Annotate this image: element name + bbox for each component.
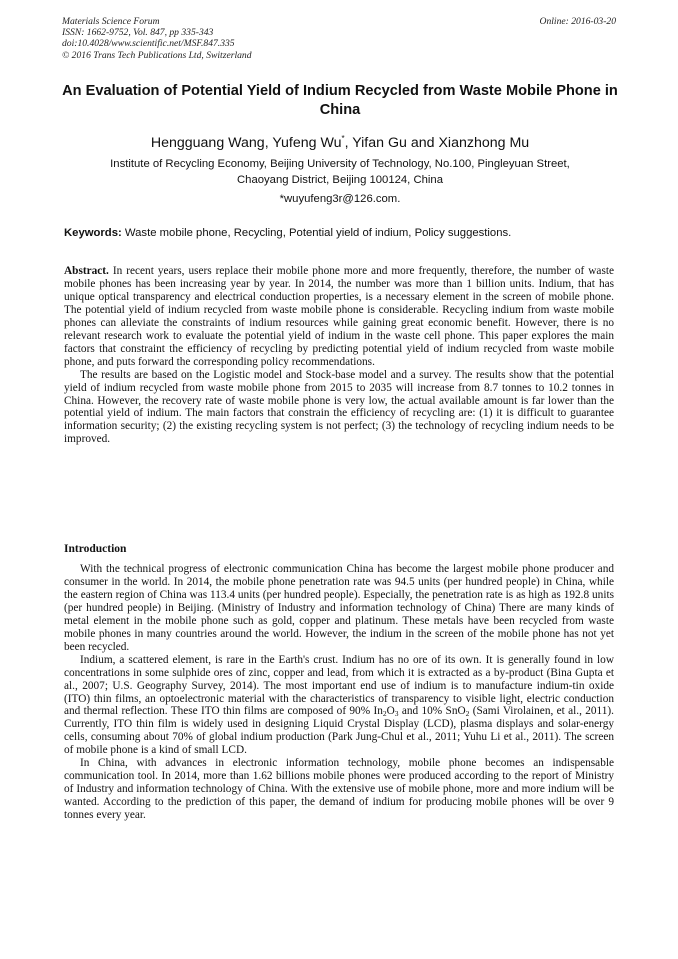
abstract-label: Abstract. — [64, 265, 109, 277]
intro-paragraph-2 — [64, 654, 614, 758]
intro-p2-text-d: (Sami Virolainen, et al., 2011). Currently, ITO thin film is widely used in designing Liquid Crystal Display (LCD), plasma displays and solar-energy cells, consuming about 70% of global indium production (Park Jung-Chul et al., 2011; Yuhu Li et al., 2011). The screen of mobile phone is a kind of small LCD. — [64, 705, 614, 757]
affiliation-line-2: Chaoyang District, Beijing 100124, China — [237, 173, 443, 186]
intro-paragraph-3: In China, with advances in electronic information technology, mobile phone becomes an indispensable communication tool. In 2014, more than 1.62 billions mobile phones were produced according to the report of Ministry of Industry and information technology of China. With the extensive use of mobile phone, more and more indium will be wanted. According to the prediction of this paper, the demand of indium for producing mobile phones will be over 9 tonnes every year. — [64, 757, 614, 822]
abstract — [64, 265, 614, 446]
indium-oxide-sub-2: 2 — [382, 709, 387, 719]
intro-p2-text-a: Indium, a scattered element, is rare in the Earth's crust. Indium has no ore of its own. It is generally found in low concentrations in some sulphide ores of zinc, copper and lead, from which it is extracted as a by-product (Bina Gupta et al., 2007; U.S. Geography Survey, 2014). The most important end use of indium is to manufacture indium-tin oxide (ITO) thin films, an optoelectronic material with the characteristics of transparency to visible light, electric conduction and thermal reflection. These ITO thin films are composed of 90% In — [64, 653, 614, 718]
affiliation — [62, 157, 618, 188]
authors-part-1: Hengguang Wang, Yufeng Wu — [150, 135, 342, 151]
journal-name: Materials Science Forum — [62, 16, 160, 27]
intro-p2-text-c: and 10% SnO — [398, 705, 466, 718]
copyright: © 2016 Trans Tech Publications Ltd, Switzerland — [62, 49, 252, 61]
intro-paragraph-1: With the technical progress of electronic communication China has become the largest mobile phone producer and consumer in the world. In 2014, the mobile phone penetration rate was 94.5 units (per hundred people) in China, while the eastern region of China was 113.4 units (per hundred people). Especially, the penetration rate is as high as 192.8 units (per hundred people) in Beijing. (Ministry of Industry and information technology of China) There are many kinds of metal element in the mobile phone such as gold, copper and platinum. These metals have been recycled from waste mobile phones in many countries around the world. However, the indium in the screen of the mobile phone has not yet been recycled. — [64, 563, 614, 653]
author-list — [62, 130, 618, 152]
intro-p2-text-b: O — [386, 705, 395, 718]
online-date: Online: 2016-03-20 — [539, 16, 616, 27]
abstract-paragraph-2: The results are based on the Logistic model and Stock-base model and a survey. The results show that the potential yield of indium recycled from waste mobile phone from 2015 to 2035 will increase from 8.7 tonnes to 10.2 tonnes in China. However, the recovery rate of waste mobile phone is very low, the actual available amount is far lower than the potential yield of indium. The main factors that constrain the efficiency of recycling are: (1) it is difficult to guarantee information security; (2) the existing recycling system is not perfect; (3) the technology of recycling indium needs to be improved. — [64, 368, 614, 446]
affiliation-line-1: Institute of Recycling Economy, Beijing University of Technology, No.100, Pingleyuan Street, — [110, 158, 570, 170]
author-email: *wuyufeng3r@126.com. — [279, 193, 401, 205]
paper-title: An Evaluation of Potential Yield of Indium Recycled from Waste Mobile Phone in China — [62, 83, 618, 118]
issn: ISSN: 1662-9752, Vol. 847, pp 335-343 — [62, 27, 214, 39]
introduction-heading: Introduction — [64, 543, 127, 555]
abstract-text-1: In recent years, users replace their mobile phone more and more frequently, therefore, the number of waste mobile phones has been increasing year by year. In 2014, the number was more than 1 billion units. Indium, that has unique optical transparency and electrical conduction properties, is a necessary element in the screen of mobile phone. The potential yield of indium recycled from waste mobile phone is considerable. Recycling indium from waste mobile phones can alleviate the constraints of indium resources while gaining great economic benefit. However, there is no relevant research work to evaluate the potential yield of indium in the waste cell phone. This paper explores the main factors that constraint the efficiency of recycling by predicting potential yield of indium recycled from waste mobile phone, and puts forward the corresponding policy recommendations. — [64, 265, 614, 368]
indium-oxide-sub-3: 3 — [394, 709, 399, 719]
doi: doi:10.4028/www.scientific.net/MSF.847.335 — [62, 38, 235, 50]
introduction-section — [64, 563, 614, 822]
abstract-paragraph-1 — [64, 265, 614, 369]
publication-header — [62, 16, 618, 61]
keywords-text: Waste mobile phone, Recycling, Potential yield of indium, Policy suggestions. — [121, 227, 512, 239]
authors-part-2: , Yifan Gu and Xianzhong Mu — [344, 135, 530, 151]
tin-oxide-sub-2: 2 — [465, 709, 470, 719]
corresponding-author-mark: * — [341, 134, 345, 143]
keywords-label: Keywords: — [64, 227, 122, 239]
keywords — [64, 226, 618, 241]
